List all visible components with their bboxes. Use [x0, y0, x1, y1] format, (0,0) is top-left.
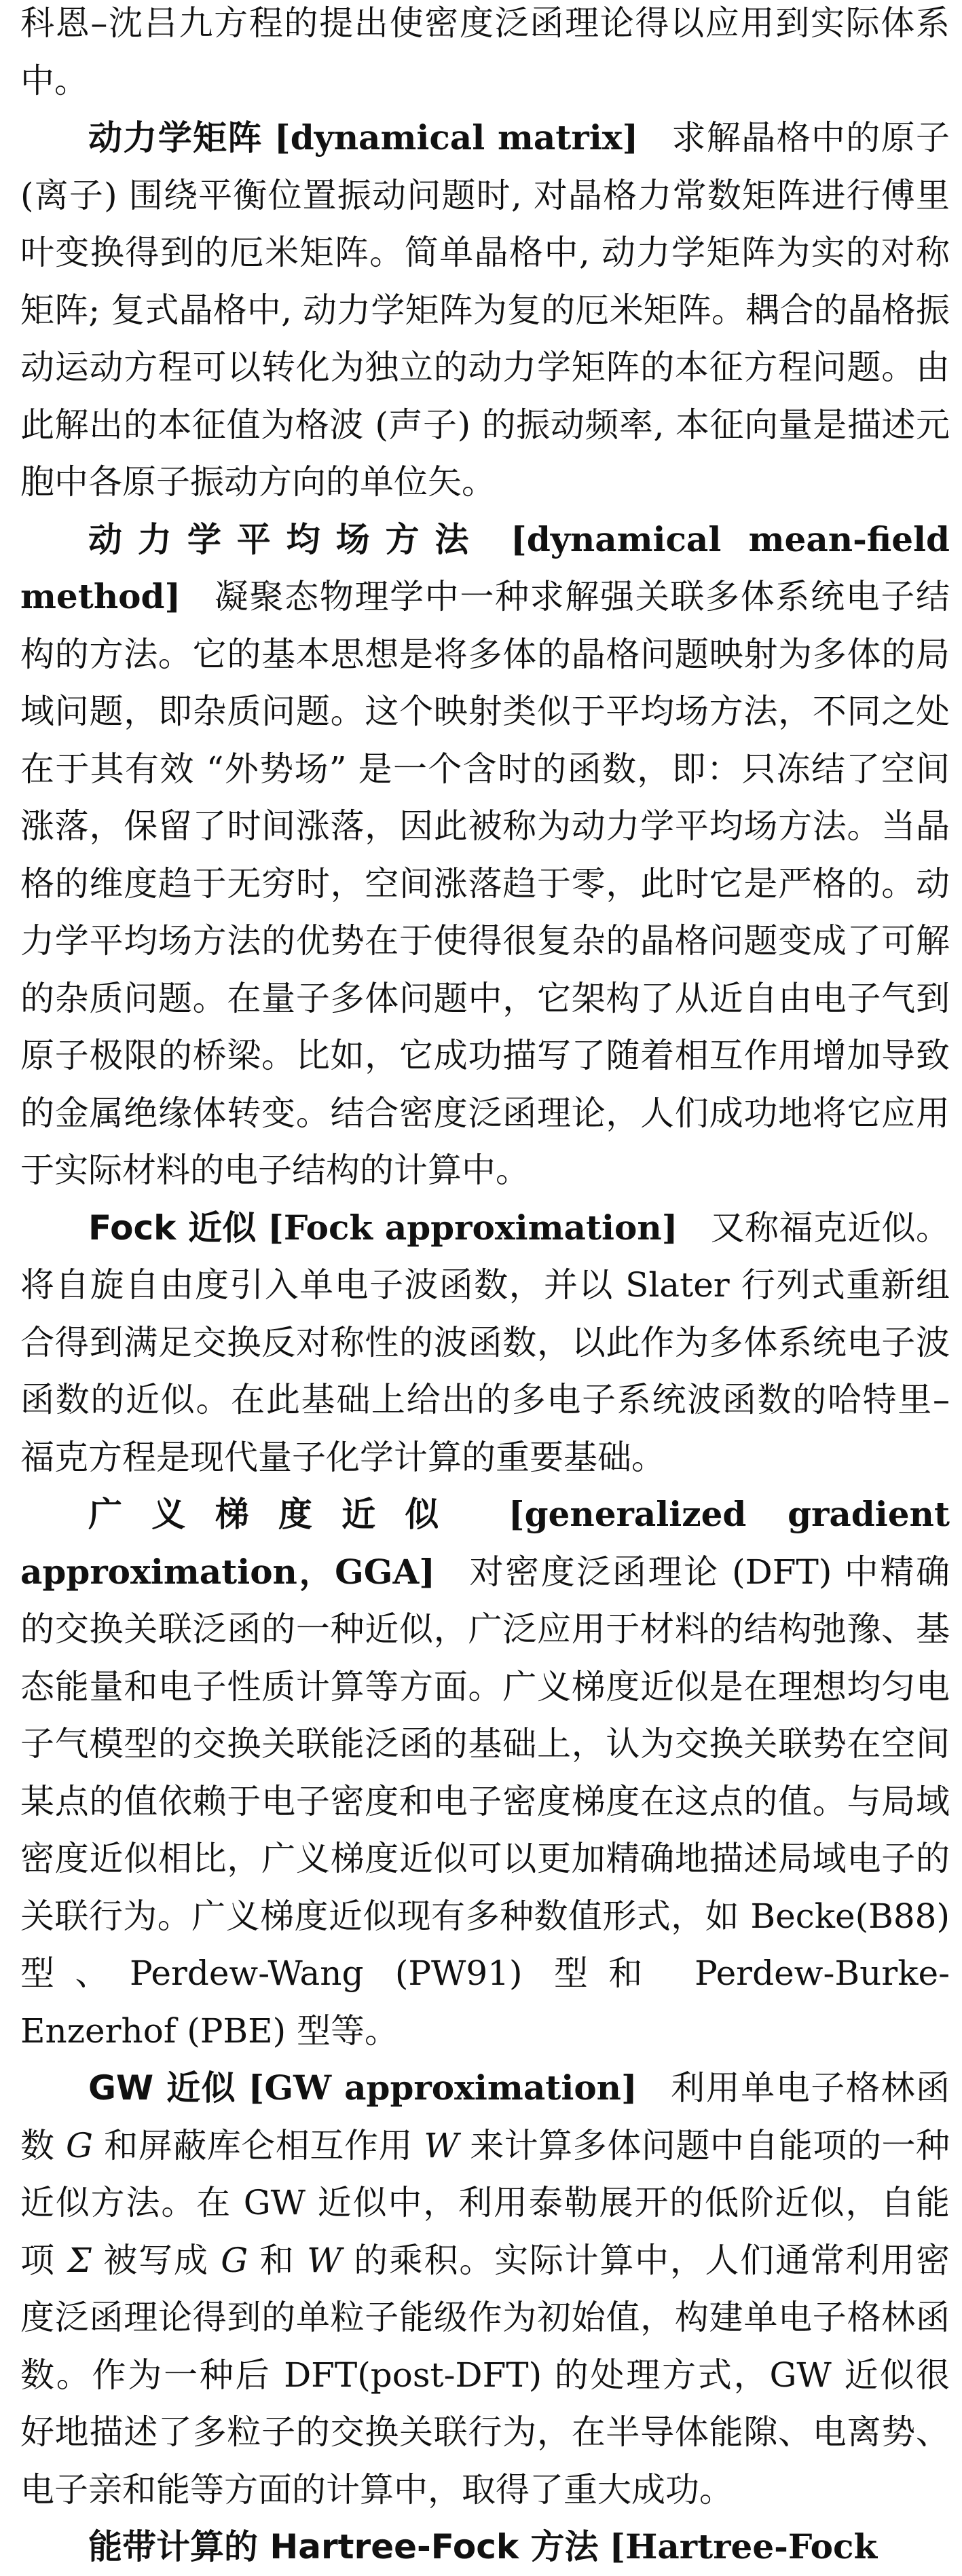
entry-english-term: [Hartree-Fock	[609, 2526, 878, 2566]
entry-term: 广义梯度近似	[88, 1495, 468, 1534]
entry-term: 能带计算的 Hartree-Fock 方法	[88, 2527, 599, 2566]
math-symbol: Σ	[67, 2240, 92, 2280]
entry-term: 动力学平均场方法	[88, 519, 485, 559]
entry-body-part: 被写成	[91, 2240, 221, 2280]
entry-fock-approximation	[20, 1199, 950, 1487]
entry-body: 又称福克近似。将自旋自由度引入单电子波函数，并以 Slater 行列式重新组合得到满足交换反对称性的波函数，以此作为多体系统电子波函数的近似。在此基础上给出的多电子系统波函数的哈特里–福克方程是现代量子化学计算的重要基础。	[20, 1208, 950, 1477]
entry-term: Fock 近似	[88, 1208, 257, 1248]
entry-english-term: [GW approximation]	[248, 2068, 637, 2108]
entry-term: 动力学矩阵	[88, 118, 263, 157]
entry-body-part: 和屏蔽库仑相互作用	[92, 2125, 424, 2165]
entry-continuation	[20, 0, 950, 109]
entry-gw-approximation	[20, 2059, 950, 2518]
entry-english-term: [Fock approximation]	[267, 1207, 678, 1248]
math-symbol: W	[307, 2240, 342, 2280]
entry-body: 科恩–沈吕九方程的提出使密度泛函理论得以应用到实际体系中。	[20, 3, 950, 100]
math-symbol: W	[424, 2125, 459, 2165]
entry-dynamical-matrix	[20, 109, 950, 511]
entry-hartree-fock-method	[20, 2518, 950, 2576]
entry-body: 求解晶格中的原子 (离子) 围绕平衡位置振动问题时, 对晶格力常数矩阵进行傅里叶变换得到的厄米矩阵。简单晶格中, 动力学矩阵为实的对称矩阵; 复式晶格中, 动力学矩阵为复的厄米矩阵。耦合的晶格振动运动方程可以转化为独立的动力学矩阵的本征方程问题。由此解出的本征值为格波 (声子) 的振动频率, 本征向量是描述元胞中各原子振动方向的单位矢。	[20, 118, 950, 502]
entry-generalized-gradient-approximation	[20, 1486, 950, 2059]
entry-dynamical-mean-field-method	[20, 511, 950, 1199]
entry-body-part: 和	[248, 2240, 308, 2280]
entry-body: 凝聚态物理学中一种求解强关联多体系统电子结构的方法。它的基本思想是将多体的晶格问题映射为多体的局域问题，即杂质问题。这个映射类似于平均场方法，不同之处在于其有效 “外势场” 是一个含时的函数，即：只冻结了空间涨落，保留了时间涨落，因此被称为动力学平均场方法。当晶格的维度趋于无穷时，空间涨落趋于零，此时它是严格的。动力学平均场方法的优势在于使得很复杂的晶格问题变成了可解的杂质问题。在量子多体问题中，它架构了从近自由电子气到原子极限的桥梁。比如，它成功描写了随着相互作用增加导致的金属绝缘体转变。结合密度泛函理论，人们成功地将它应用于实际材料的电子结构的计算中。	[20, 577, 950, 1190]
entry-body-part: 利用单电子格林函数	[20, 2068, 950, 2165]
entry-body-part: 来计算多体问题中自能项的一种近似方法。在 GW 近似中，利用泰勒展开的低阶近似，自能项	[20, 2125, 950, 2280]
entry-english-term: [dynamical matrix]	[274, 117, 639, 157]
math-symbol: G	[221, 2240, 248, 2280]
entry-body: 对密度泛函理论 (DFT) 中精确的交换关联泛函的一种近似，广泛应用于材料的结构弛豫、基态能量和电子性质计算等方面。广义梯度近似是在理想均匀电子气模型的交换关联能泛函的基础上，认为交换关联势在空间某点的值依赖于电子密度和电子密度梯度在这点的值。与局域密度近似相比，广义梯度近似可以更加精确地描述局域电子的关联行为。广义梯度近似现有多种数值形式，如 Becke(B88) 型、Perdew-Wang (PW91) 型和 Perdew-Burke-Enzerhof (PBE) 型等。	[20, 1552, 950, 2051]
entry-english-term: [generalized gradient approximation，GGA]	[20, 1494, 950, 1592]
math-symbol: G	[65, 2125, 93, 2165]
entry-english-term: [dynamical mean-field method]	[20, 519, 950, 616]
entry-term: GW 近似	[88, 2068, 237, 2108]
entry-body-part: 的乘积。实际计算中，人们通常利用密度泛函理论得到的单粒子能级作为初始值，构建单电子格林函数。作为一种后 DFT(post-DFT) 的处理方式，GW 近似很好地描述了多粒子的交换关联行为，在半导体能隙、电离势、电子亲和能等方面的计算中，取得了重大成功。	[20, 2240, 950, 2509]
